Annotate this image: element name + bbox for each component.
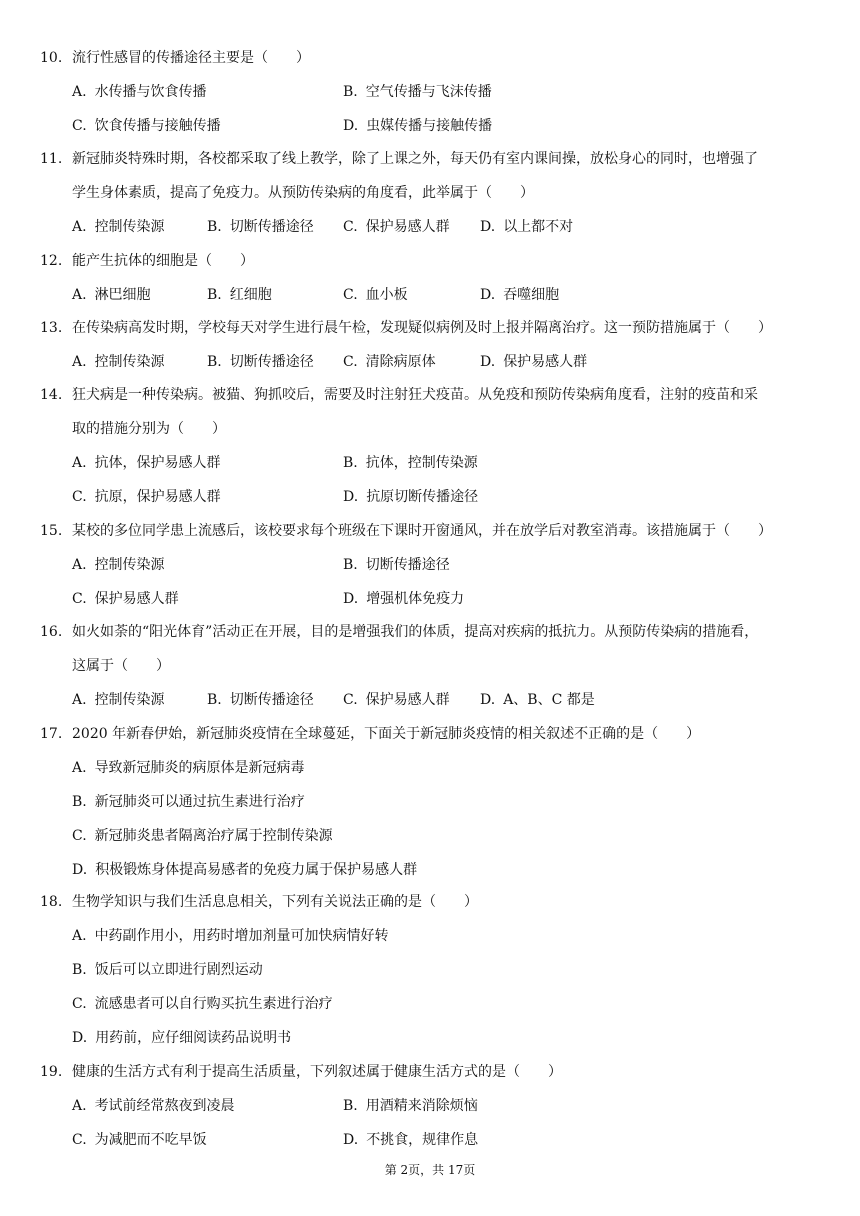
answer-option (343, 278, 408, 312)
answer-option (343, 1089, 478, 1123)
page-footer: 第 2页，共 17页 (384, 1163, 476, 1177)
option-letter: D. (343, 489, 359, 505)
option-text: 切断传播途径 (365, 557, 450, 573)
option-text: 控制传染源 (94, 354, 165, 370)
question-stem: 学生身体素质，提高了免疫力。从预防传染病的角度看，此举属于（ ） (72, 185, 534, 201)
answer-option (207, 210, 314, 244)
option-letter: B. (343, 455, 358, 471)
answer-option (480, 345, 587, 379)
question-stem-line (0, 244, 860, 278)
option-text: 保护易感人群 (365, 219, 450, 235)
option-text: 保护易感人群 (503, 354, 588, 370)
option-letter: A. (72, 455, 87, 471)
question-stem: 取的措施分别为（ ） (72, 421, 226, 437)
option-letter: D. (343, 591, 359, 607)
option-text: 饭后可以立即进行剧烈运动 (94, 962, 263, 978)
option-letter: C. (72, 489, 87, 505)
option-letter: D. (343, 1132, 359, 1148)
question-stem-line (0, 378, 860, 412)
answer-option (480, 210, 573, 244)
answer-option (207, 345, 314, 379)
question-number: 19. (40, 1064, 63, 1080)
option-text: 切断传播途径 (229, 219, 314, 235)
answer-option (72, 582, 179, 616)
option-text: 增强机体免疫力 (366, 591, 465, 607)
question-number: 16. (40, 624, 63, 640)
option-letter: B. (207, 692, 222, 708)
option-text: 淋巴细胞 (94, 287, 151, 303)
question-stem: 能产生抗体的细胞是（ ） (72, 253, 254, 269)
option-text: 抗体，控制传染源 (365, 455, 478, 471)
question-stem-line (0, 176, 860, 210)
option-text: 控制传染源 (94, 219, 165, 235)
option-text: 抗原切断传播途径 (366, 489, 479, 505)
option-letter: B. (207, 287, 222, 303)
question-number: 18. (40, 894, 63, 910)
option-letter: C. (72, 828, 87, 844)
option-letter: A. (72, 219, 87, 235)
answer-option (343, 1123, 478, 1157)
option-text: 新冠肺炎患者隔离治疗属于控制传染源 (94, 828, 333, 844)
answer-option (72, 853, 417, 887)
question-stem: 如火如荼的“阳光体育”活动正在开展，目的是增强我们的体质，提高对疾病的抵抗力。从预防传染病的措施看， (72, 624, 759, 640)
question-stem-line (0, 142, 860, 176)
question-stem: 生物学知识与我们生活息息相关，下列有关说法正确的是（ ） (72, 894, 478, 910)
option-text: 饮食传播与接触传播 (94, 118, 221, 134)
option-letter: A. (72, 287, 87, 303)
option-letter: C. (343, 219, 358, 235)
answer-option (72, 1021, 291, 1055)
answer-option (343, 210, 450, 244)
question-number: 17. (40, 726, 63, 742)
answer-option (72, 210, 165, 244)
option-letter: C. (343, 692, 358, 708)
option-letter: A. (72, 354, 87, 370)
option-text: 切断传播途径 (229, 354, 314, 370)
option-text: 用酒精来消除烦恼 (365, 1098, 478, 1114)
answer-option (343, 683, 450, 717)
question-stem-line (0, 41, 860, 75)
question-stem: 流行性感冒的传播途径主要是（ ） (72, 50, 310, 66)
answer-option (480, 683, 595, 717)
option-text: 抗原，保护易感人群 (94, 489, 221, 505)
answer-option (343, 480, 478, 514)
answer-option (72, 987, 333, 1021)
question-stem-line (0, 412, 860, 446)
option-letter: D. (480, 287, 496, 303)
option-letter: C. (72, 591, 87, 607)
answer-option (207, 278, 272, 312)
option-letter: B. (207, 354, 222, 370)
option-letter: B. (343, 557, 358, 573)
answer-option (72, 345, 165, 379)
option-text: 导致新冠肺炎的病原体是新冠病毒 (94, 760, 305, 776)
answer-option (72, 109, 221, 143)
option-letter: C. (72, 118, 87, 134)
option-text: 积极锻炼身体提高易感者的免疫力属于保护易感人群 (95, 862, 418, 878)
answer-option (72, 75, 207, 109)
question-stem: 2020 年新春伊始，新冠肺炎疫情在全球蔓延，下面关于新冠肺炎疫情的相关叙述不正确的是（ ） (72, 726, 701, 742)
option-letter: C. (343, 287, 358, 303)
option-letter: A. (72, 557, 87, 573)
option-text: 红细胞 (229, 287, 272, 303)
option-text: 空气传播与飞沫传播 (365, 84, 492, 100)
option-letter: C. (72, 1132, 87, 1148)
option-text: 控制传染源 (94, 557, 165, 573)
question-number: 15. (40, 523, 63, 539)
question-number: 12. (40, 253, 63, 269)
answer-option (72, 1123, 207, 1157)
option-text: 抗体，保护易感人群 (94, 455, 221, 471)
option-text: 以上都不对 (503, 219, 574, 235)
option-text: 水传播与饮食传播 (94, 84, 207, 100)
option-text: 流感患者可以自行购买抗生素进行治疗 (94, 996, 333, 1012)
answer-option (343, 446, 478, 480)
question-stem: 在传染病高发时期，学校每天对学生进行晨午检，发现疑似病例及时上报并隔离治疗。这一预防措施属于（ ） (72, 320, 772, 336)
question-stem-line (0, 717, 860, 751)
option-text: 考试前经常熬夜到凌晨 (94, 1098, 235, 1114)
answer-option (343, 75, 492, 109)
answer-option (72, 446, 221, 480)
option-letter: B. (343, 84, 358, 100)
question-stem-line (0, 885, 860, 919)
answer-option (72, 1089, 235, 1123)
option-letter: D. (480, 219, 496, 235)
option-text: 清除病原体 (365, 354, 436, 370)
option-letter: C. (343, 354, 358, 370)
option-letter: A. (72, 692, 87, 708)
question-number: 13. (40, 320, 63, 336)
option-letter: B. (72, 962, 87, 978)
option-text: A、B、C 都是 (503, 692, 595, 708)
option-letter: D. (480, 354, 496, 370)
option-letter: D. (72, 1030, 88, 1046)
answer-option (343, 548, 450, 582)
answer-option (343, 345, 436, 379)
option-letter: B. (207, 219, 222, 235)
option-text: 切断传播途径 (229, 692, 314, 708)
question-stem: 狂犬病是一种传染病。被猫、狗抓咬后，需要及时注射狂犬疫苗。从免疫和预防传染病角度看，注射的疫苗和采 (72, 387, 758, 403)
question-number: 14. (40, 387, 63, 403)
option-letter: A. (72, 928, 87, 944)
option-letter: D. (480, 692, 496, 708)
answer-option (72, 953, 263, 987)
answer-option (72, 278, 151, 312)
answer-option (343, 582, 464, 616)
answer-option (72, 919, 389, 953)
option-text: 用药前，应仔细阅读药品说明书 (95, 1030, 292, 1046)
option-letter: A. (72, 1098, 87, 1114)
option-text: 血小板 (365, 287, 408, 303)
question-stem-line (0, 514, 860, 548)
option-text: 吞噬细胞 (503, 287, 560, 303)
question-stem-line (0, 1055, 860, 1089)
question-stem-line (0, 311, 860, 345)
option-letter: D. (72, 862, 88, 878)
option-letter: C. (72, 996, 87, 1012)
question-stem: 新冠肺炎特殊时期，各校都采取了线上教学，除了上课之外，每天仍有室内课间操，放松身心的同时，也增强了 (72, 151, 758, 167)
option-text: 中药副作用小，用药时增加剂量可加快病情好转 (94, 928, 389, 944)
answer-option (72, 751, 305, 785)
answer-option (72, 819, 333, 853)
option-text: 为减肥而不吃早饭 (94, 1132, 207, 1148)
question-stem: 某校的多位同学患上流感后，该校要求每个班级在下课时开窗通风，并在放学后对教室消毒。该措施属于（ ） (72, 523, 772, 539)
option-letter: B. (72, 794, 87, 810)
option-text: 虫媒传播与接触传播 (366, 118, 493, 134)
question-number: 11. (40, 151, 63, 167)
question-stem-line (0, 615, 860, 649)
question-stem: 这属于（ ） (72, 658, 170, 674)
answer-option (72, 683, 165, 717)
option-letter: D. (343, 118, 359, 134)
answer-option (72, 480, 221, 514)
question-stem: 健康的生活方式有利于提高生活质量，下列叙述属于健康生活方式的是（ ） (72, 1064, 562, 1080)
option-letter: A. (72, 84, 87, 100)
answer-option (480, 278, 559, 312)
option-text: 保护易感人群 (94, 591, 179, 607)
option-letter: B. (343, 1098, 358, 1114)
answer-option (207, 683, 314, 717)
option-text: 不挑食，规律作息 (366, 1132, 479, 1148)
option-text: 新冠肺炎可以通过抗生素进行治疗 (94, 794, 305, 810)
question-number: 10. (40, 50, 63, 66)
option-letter: A. (72, 760, 87, 776)
answer-option (72, 548, 165, 582)
answer-option (343, 109, 492, 143)
answer-option (72, 785, 305, 819)
question-stem-line (0, 649, 860, 683)
option-text: 控制传染源 (94, 692, 165, 708)
option-text: 保护易感人群 (365, 692, 450, 708)
